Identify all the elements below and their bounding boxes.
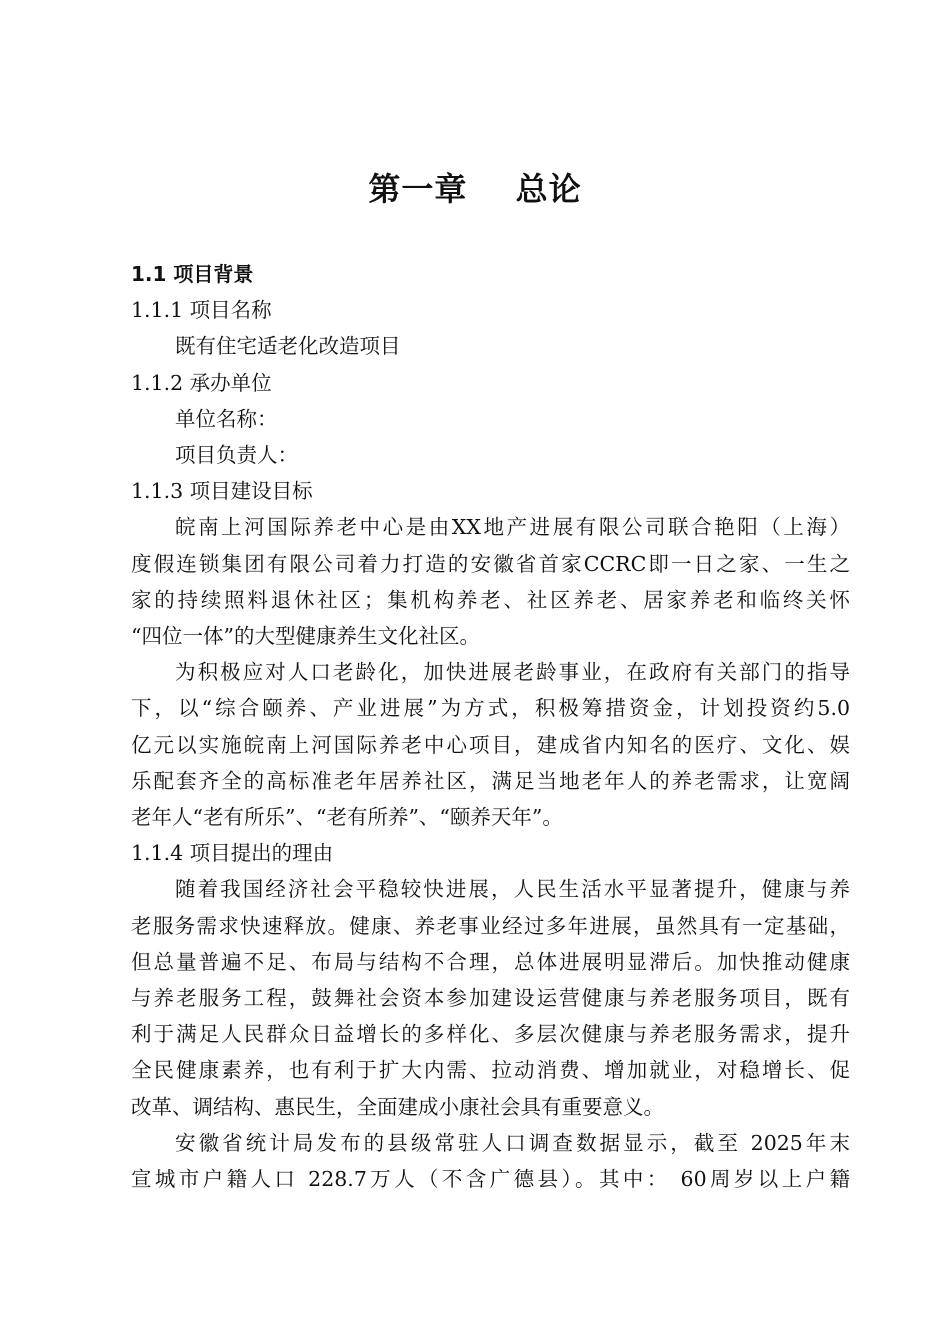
- paragraph-line: 亿元以实施皖南上河国际养老中心项目，建成省内知名的医疗、文化、娱: [131, 732, 850, 757]
- document-body: [131, 256, 850, 1197]
- paragraph-line: 度假连锁集团有限公司着力打造的安徽省首家CCRC即一日之家、一生之: [131, 551, 850, 576]
- paragraph-line: 乐配套齐全的高标准老年居养社区，满足当地老年人的养老需求，让宽阔: [131, 768, 850, 793]
- section-heading-1-1-2: 1.1.2 承办单位: [131, 370, 272, 395]
- section-heading-1-1-1: 1.1.1 项目名称: [131, 298, 272, 323]
- paragraph-line: 改革、调结构、惠民生，全面建成小康社会具有重要意义。: [131, 1094, 664, 1119]
- paragraph-line: 老年人“老有所乐”、“老有所养”、“颐养天年”。: [131, 805, 563, 830]
- paragraph-line: 安徽省统计局发布的县级常驻人口调查数据显示，截至 2025年末: [175, 1130, 850, 1155]
- paragraph-line: 随着我国经济社会平稳较快进展，人民生活水平显著提升，健康与养: [175, 877, 850, 902]
- paragraph-line: 宣城市户籍人口 228.7万人（不含广德县）。其中： 60周岁以上户籍: [131, 1167, 850, 1192]
- paragraph-statistics: [131, 1125, 850, 1197]
- paragraph-line: 全民健康素养，也有利于扩大内需、拉动消费、增加就业，对稳增长、促: [131, 1058, 850, 1083]
- chapter-title: 第一章 总论: [368, 170, 582, 208]
- paragraph-line: 为积极应对人口老龄化，加快进展老龄事业，在政府有关部门的指导: [175, 660, 850, 685]
- paragraph-line: 下，以“综合颐养、产业进展”为方式，积极筹措资金，计划投资约5.0: [131, 696, 850, 721]
- paragraph-line: 老服务需求快速释放。健康、养老事业经过多年进展，虽然具有一定基础，: [131, 913, 850, 938]
- paragraph-goal-intro: [131, 509, 850, 654]
- paragraph-line: 皖南上河国际养老中心是由XX地产进展有限公司联合艳阳（上海）: [175, 515, 850, 540]
- paragraph-line: 家的持续照料退休社区；集机构养老、社区养老、居家养老和临终关怀: [131, 587, 850, 612]
- paragraph-line: 利于满足人民群众日益增长的多样化、多层次健康与养老服务需求，提升: [131, 1022, 850, 1047]
- paragraph-line: 但总量普遍不足、布局与结构不合理，总体进展明显滞后。加快推动健康: [131, 949, 850, 974]
- project-leader-label: 项目负责人：: [175, 443, 298, 468]
- section-heading-1-1-3: 1.1.3 项目建设目标: [131, 479, 313, 504]
- project-name: 既有住宅适老化改造项目: [175, 334, 401, 359]
- paragraph-goal-plan: [131, 654, 850, 835]
- paragraph-line: 与养老服务工程，鼓舞社会资本参加建设运营健康与养老服务项目，既有: [131, 986, 850, 1011]
- unit-name-label: 单位名称：: [175, 406, 278, 431]
- paragraph-line: “四位一体”的大型健康养生文化社区。: [131, 624, 480, 649]
- section-heading-1-1-4: 1.1.4 项目提出的理由: [131, 841, 334, 866]
- paragraph-reasons: [131, 871, 850, 1124]
- section-heading-1-1: 1.1 项目背景: [131, 262, 254, 286]
